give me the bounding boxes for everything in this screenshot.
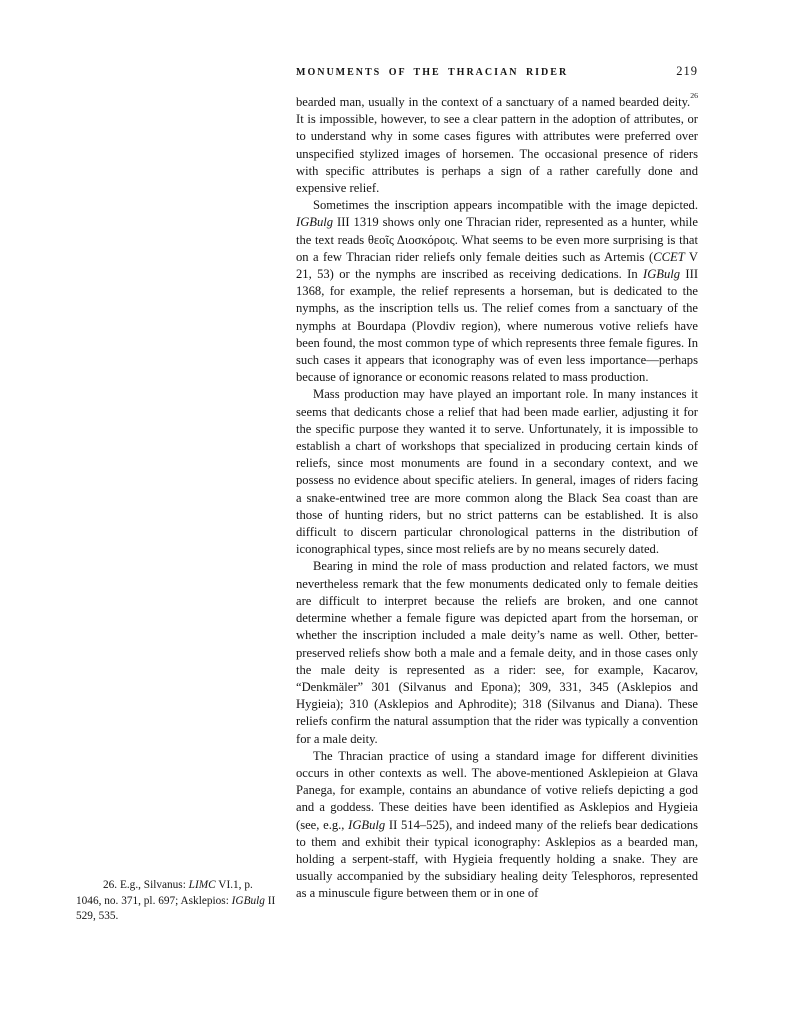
paragraph-4: Bearing in mind the role of mass production and related factors, we must nevertheless remark that the few monuments dedicated only to female deities are difficult to interpret because the reliefs are broken, and one cannot determine whether a female figure was depicted apart from the horseman, or whether the inscription included a male deity’s name as well. Other, better-preserved reliefs show both a male and a female deity, and in those cases only the male deity is represented as a rider: see, for example, Kacarov, “Denkmäler” 301 (Silvanus and Epona); 309, 331, 345 (Asklepios and Hygieia); 310 (Asklepios and Aphrodite); 318 (Silvanus and Diana). These reliefs confirm the natural assumption that the rider was typically a convention for a male deity.: [296, 559, 698, 746]
paragraph-5: The Thracian practice of using a standard image for different divinities occurs in other contexts as well. The above-mentioned Asklepieion at Glava Panega, for example, contains an abundance of votive reliefs depicting a god and a goddess. These deities have been identified as Asklepios and Hygieia (see, e.g., IGBulg II 514–525), and indeed many of the reliefs bear dedications to them and exhibit their typical iconography: Asklepios as a bearded man, holding a serpent-staff, with Hygieia frequently holding a snake. They are usually accompanied by the subsidiary healing deity Telesphoros, represented as a minuscule figure between them or in one of: [296, 748, 698, 901]
page-header: [296, 64, 698, 79]
page-number: 219: [676, 64, 698, 78]
paragraph-3: Mass production may have played an important role. In many instances it seems that dedicants chose a relief that had been made earlier, adjusting it for the specific purpose they wanted it to serve. Unfortunately, it is impossible to establish a chart of workshops that specialized in producing certain kinds of reliefs, since most monuments are found in a secondary context, and we possess no evidence about specific ateliers. In general, images of riders facing a snake-entwined tree are more common along the Black Sea coast than are those of hunting riders, but no strict patterns can be established. It is also difficult to discern particular chronological patterns in the distribution of iconographical types, since most reliefs are by no means securely dated.: [296, 387, 698, 557]
body-text-column: [296, 90, 699, 903]
running-head: MONUMENTS OF THE THRACIAN RIDER: [296, 67, 569, 78]
paragraph-1: bearded man, usually in the context of a sanctuary of a named bearded deity.$^{26}$ It is impossible, however, to see a clear pattern in the adoption of attributes, or to understand why in some cases figures with attributes were preferred over unspecified stylized images of horsemen. The occasional presence of riders with specific attributes is perhaps a sign of a rather carefully done and expensive relief.: [296, 90, 698, 196]
paragraph-2: Sometimes the inscription appears incompatible with the image depicted. IGBulg III 1319 shows only one Thracian rider, represented as a hunter, while the text reads θεοῖς Διοσκόροις. What seems to be even more surprising is that on a few Thracian rider reliefs only female deities such as Artemis (CCET V 21, 53) or the nymphs are inscribed as receiving dedications. In IGBulg III 1368, for example, the relief represents a horseman, but is dedicated to the nymphs, as the inscription tells us. The relief comes from a sanctuary of the nymphs at Bourdapa (Plovdiv region), where numerous votive reliefs have been found, the most common type of which represents three female figures. In such cases it appears that iconography was of even less importance—perhaps because of ignorance or economic reasons related to mass production.: [296, 198, 699, 385]
footnote-26: 26. E.g., Silvanus: LIMC VI.1, p. 1046, no. 371, pl. 697; Asklepios: IGBulg II 529, 535.: [76, 879, 276, 923]
margin-footnote: [76, 878, 276, 925]
